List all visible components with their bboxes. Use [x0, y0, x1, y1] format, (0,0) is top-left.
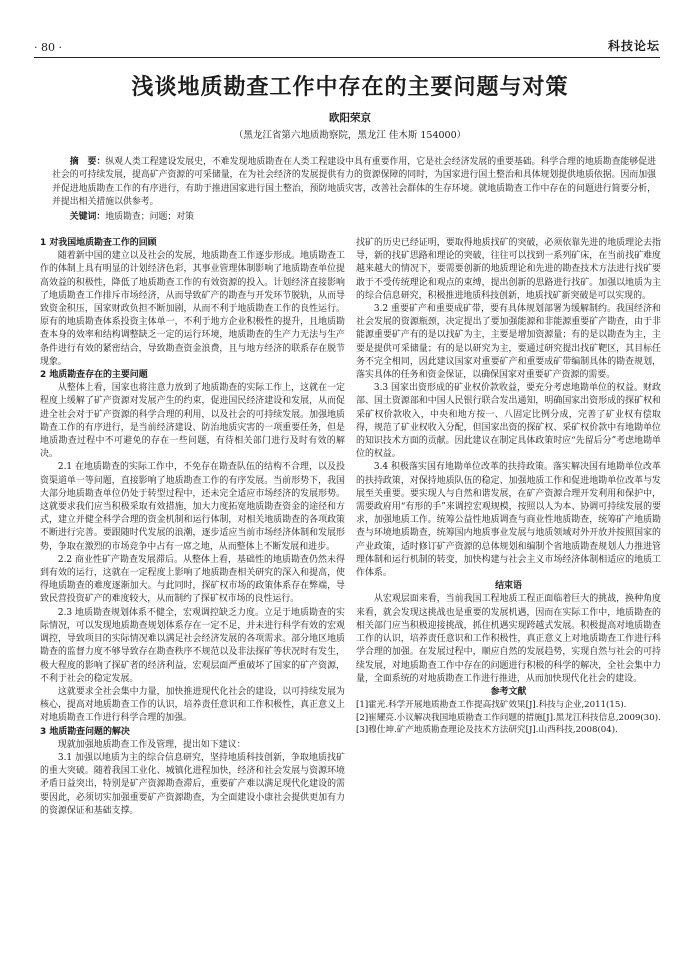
section-heading: 3 地质勘查问题的解决	[40, 726, 130, 737]
body-paragraph: 2.1 在地质勘查的实际工作中，不免存在勘查队伍的结构不合理，以及投资渠道单一等问题，直接影响了地质勘查工作的有序发展。当前形势下，我国大部分地质勘查单位仍处于转型过程中，还未完全适应市场经济的发展形势。这就要求我们应当积极采取有效措施，加大力度拓宽地质勘查资金的途径和方式，建立并健全科学合理的资金机制和运行体制，对相关地质勘查的各项政策不断进行完善。要跟随时代发展的浪潮，逐步适应当前市场经济体制和发展形势，争取在激烈的市场竞争中占有一席之地，从而整体上不断发展和进步。	[40, 462, 345, 552]
left-column	[40, 237, 345, 818]
body-paragraph: 从整体上看，国家也将注意力放到了地质勘查的实际工作上，这就在一定程度上缓解了矿产资源对发展产生的约束，促进国民经济建设和发展，从而促进全社会对于矿产资源的科学合理的利用，以及社会的可持续发展。加强地质勘查工作的有序进行，是当前经济建设、防治地质灾害的一项重要任务，但是地质勘查过程中不可避免的存在一些问题，有待相关部门进行及时有效的解决。	[40, 383, 345, 460]
body-paragraph: 现就加强地质勘查工作及管理，提出如下建议：	[57, 739, 246, 750]
running-header	[34, 37, 660, 57]
body-paragraph: 3.4 积极落实国有地勘单位改革的扶持政策。落实解决国有地勘单位改革的扶持政策，对保持地质队伍的稳定、加强地质工作和促进地勘单位改革与发展至关重要。要实现人与自然和谐发展，在矿产资源合理开发利用和保护中，需要政府用“有形的手”来调控宏观规模，按照以人为本、协调可持续发展的要求，加强地质工作。统筹公益性地质调查与商业性地质勘查，统筹矿产地质勘查与环境地质勘查，统筹国内地质事业发展与地质领域对外开放并按照国家的产业政策，适时修订矿产资源的总体规划和编制个省地质勘查规划人力推进管理体制和运行机制的转变，加快构建与社会主义市场经济体制相适应的地质工作体系。	[356, 462, 661, 579]
section-heading: 1 对我国地质勘查工作的回顾	[40, 238, 157, 248]
section-heading: 结束语	[495, 581, 522, 592]
keywords-text: 地质勘查；问题；对策	[105, 212, 195, 222]
paper-title: 浅谈地质勘查工作中存在的主要问题与对策	[131, 74, 569, 100]
reference-item: [3]穆仕坤.矿产地质勘查理论及技术方法研究[J].山西科技,2008(04).	[356, 725, 618, 736]
body-paragraph: 这就要求全社会集中力量，加快推进现代化社会的建设，以可持续发展为核心，提高对地质勘查工作的认识，培养责任意识和工作积极性，真正意义上对地质勘查工作进行科学合理的加强。	[40, 686, 345, 724]
paper-author: 欧阳荣京	[329, 112, 371, 124]
author-affiliation: （黑龙江省第六地质勘察院，黑龙江 佳木斯 154000）	[233, 130, 467, 141]
body-paragraph: 2.3 地质勘查规划体系不健全，宏观调控缺乏力度。立足于地质勘查的实际情况，可以发现地质勘查规划体系存在一定不足，并未进行科学有效的宏观调控，导致项目的实际情况难以满足社会经济发展的各项需求。部分地区地质勘查的监督力度不够导致存在勘查秩序不规范以及非法探矿等状况时有发生，极大程度的影响了探矿者的经济利益，宏观层面严重破坏了国家的矿产资源，不利于社会的稳定发展。	[40, 607, 345, 684]
abstract-label: 摘 要：	[69, 157, 106, 167]
keywords-label: 关键词：	[69, 212, 106, 222]
journal-section-name: 科技论坛	[607, 39, 660, 53]
page-number: · 80 ·	[34, 41, 62, 54]
keywords	[52, 211, 656, 224]
body-paragraph: 从宏观层面来看，当前我国工程地质工程正面临着巨大的挑战，换种角度来看，就会发现这挑战也是重要的发展机遇，因而在实际工作中，地质勘查的相关部门应当积极迎接挑战，抓住机遇实现跨越式发展。积极提高对地质勘查工作的认识，培养责任意识和工作积极性，真正意义上对地质勘查工作进行科学合理的加强。在发展过程中，顺应自然的发展趋势，实现自然与社会的可持续发展，对地质勘查工作中存在的问题进行积极的科学的解决，全社会集中力量，全面系统的对地质勘查工作进行推进，从而加快现代化社会的建设。	[356, 594, 661, 684]
body-paragraph: 随着新中国的建立以及社会的发展，地质勘查工作逐步形成。地质勘查工作的体制上具有明显的计划经济色彩，其事业管理体制影响了地质勘查单位提高效益的积极性，降低了地质勘查工作的有效资源的投入。计划经济直接影响了地质勘查工作排斥市场经济，从而导致矿产的勘查与开发环节脱轨，从而导致资金积压，国家财政负担不断加剧，从而不利于地质勘查工作的良性运行。原有的地质勘查体系投资主体单一，不利于地方企业积极性的提升，且地质勘查本身的效率和结构调整缺乏一定的运行环境，地质勘查的生产力无法与生产条件进行有效的紧密结合，导致勘查资金浪费，且与地方经济的联系存在脱节现象。	[40, 251, 345, 367]
header-rule	[34, 57, 660, 58]
section-heading: 2 地质勘查存在的主要问题	[40, 370, 148, 381]
body-paragraph: 找矿的历史已经证明，要取得地质找矿的突破，必须依靠先进的地质理论去指导，新的找矿思路和理论的突破，往往可以找到一系列矿床，在当前找矿难度越来越大的情况下，要需要创新的地质理论和先进的勘查技术方法进行找矿要敢于不受传统理论和观点的束缚，提出创新的思路进行找矿。加强以地质为主的综合信息研究，积极推进地质科技创新，地质找矿新突破是可以实现的。	[356, 238, 661, 301]
body-paragraph: 2.2 商业性矿产勘查发展滞后。从整体上看，基础性的地质勘查仍然未得到有效的运行，这就在一定程度上影响了地质勘查相关研究的深入和提高，使得地质勘查的难度逐渐加大。与此同时，探矿权市场的政策体系存在弊端，导致民营投资矿产的难度较大，从而制约了探矿权市场的良性运行。	[40, 554, 345, 605]
body-paragraph: 3.2 重要矿产和重要成矿带，要有具体规划部署为缓解制约。我国经济和社会发展的资源瓶颈，决定提出了要加强能源和非能源重要矿产勘查，由于非能源重要矿产有的是以找矿为主，主要是增加资源量；有的是以勘查为主，主要是提供可采储量；有的是以研究为主，要通过研究提出找矿靶区，其目标任务不完全相同，因此建议国家对重要矿产和重要成矿带编制具体的勘查规划，落实具体的任务和资金保证，以确保国家对重要矿产资源的需要。	[356, 304, 661, 381]
body-paragraph: 3.3 国家出资形成的矿业权价款收益，要充分考虑地勘单位的权益。财政部、国土资源部和中国人民银行联合发出通知，明确国家出资形成的探矿权和采矿权价款收入，中央和地方按一、八固定比例分成，完善了矿业权有偿取得，规范了矿业权收入分配，但国家出资的探矿权、采矿权价款中有地勘单位的知识技术方面的贡献。因此建议在制定具体政策时应“先留后分”考虑地勘单位的权益。	[356, 383, 661, 460]
section-heading: 参考文献	[490, 686, 527, 697]
right-column	[356, 237, 661, 737]
reference-item: [2]崔耀亮.小议解决我国地质勘查工作问题的措施[J].黑龙江科技信息,2009(30).	[356, 712, 661, 723]
abstract	[52, 156, 656, 210]
body-paragraph: 3.1 加强以地质为主的综合信息研究，坚持地质科技创新，争取地质找矿的重大突破。随着我国工业化、城镇化进程加快，经济和社会发展与资源环境矛盾日益突出，特别是矿产资源勘查滞后，重要矿产难以满足现代化建设的需要因此，必须切实加强重要矿产资源勘查，为全面建设小康社会提供更加有力的资源保证和基础支撑。	[40, 752, 345, 816]
reference-item: [1]霍光.科学开展地质勘查工作提高找矿效果[J].科技与企业,2011(15).	[356, 700, 627, 711]
abstract-text: 纵观人类工程建设发展史，不难发现地质勘查在人类工程建设中具有重要作用，它是社会经济发展的重要基础。科学合理的地质勘查能够促进社会的可持续发展，提高矿产资源的可采储量，在为社会经济的发展提供有力的资源保障的同时，为国家进行国土整治和具体规划提供地质依据。因而加强并促进地质勘查工作的有序进行，有助于推进国家进行国土整治，预防地质灾害，改善社会群体的生存环境。就地质勘查工作中存在的问题进行简要分析，并提出相关措施以供参考。	[52, 157, 656, 208]
